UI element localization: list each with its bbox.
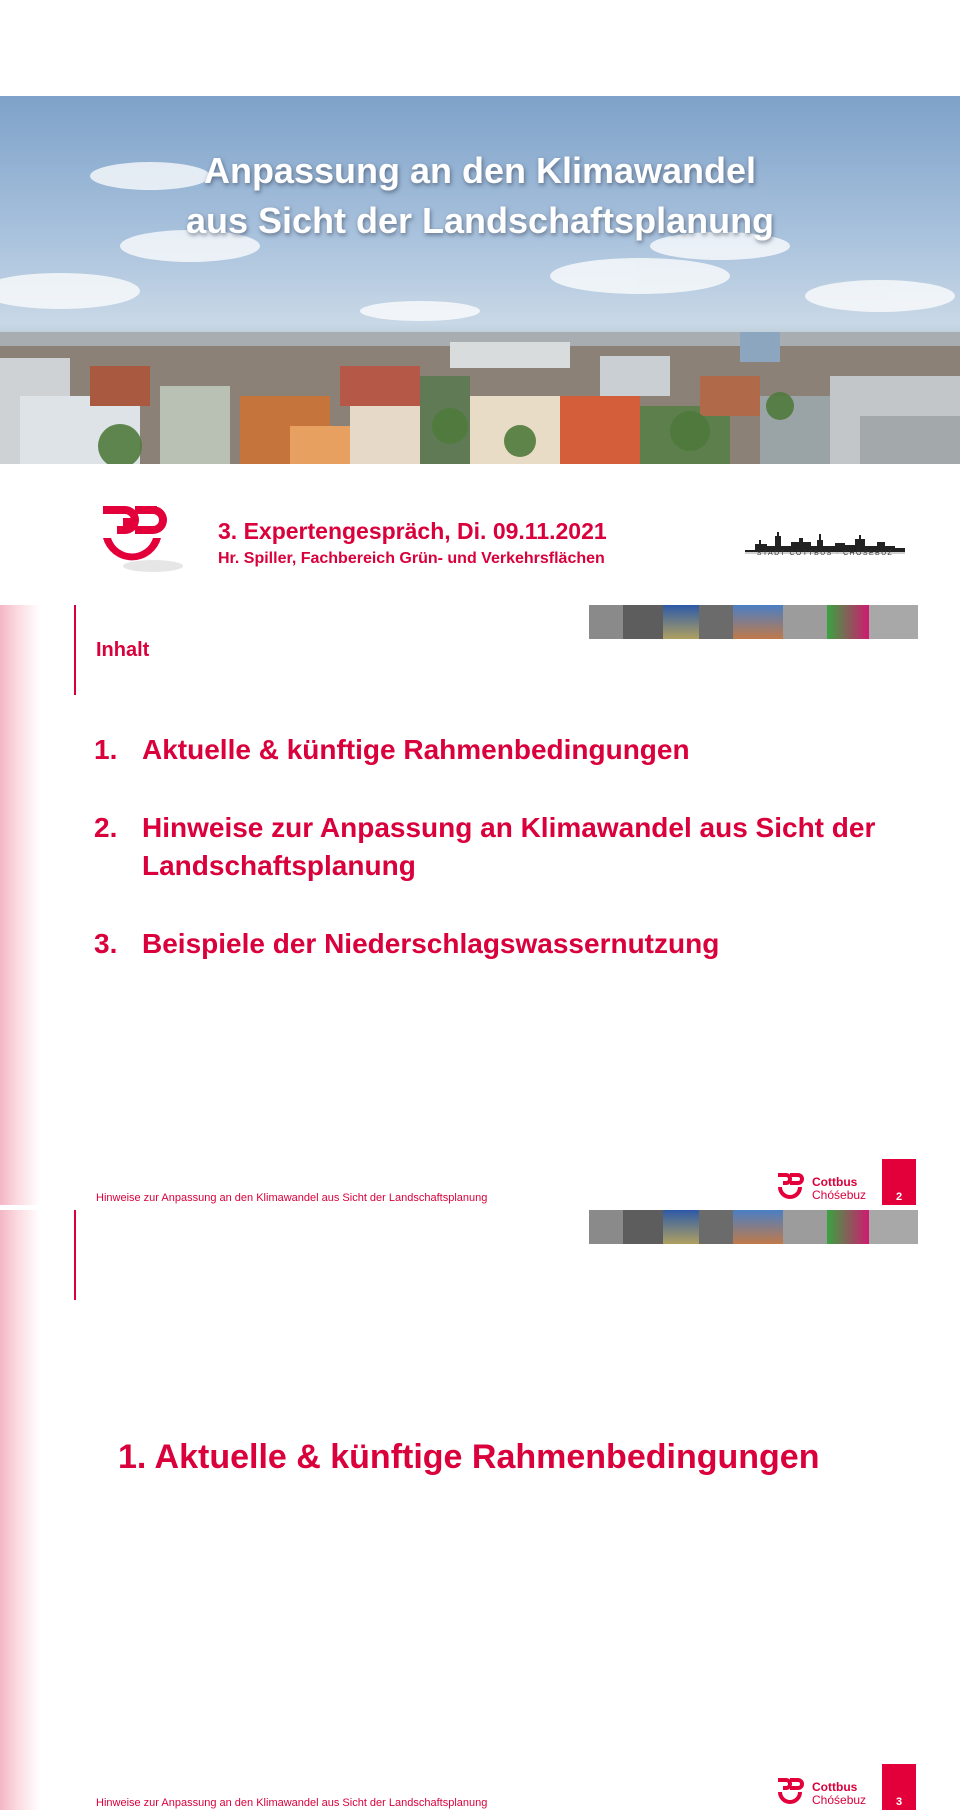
title-slide [0,0,960,605]
section-slide [0,1210,960,1810]
agenda-slide [0,605,960,1205]
brand-wordmark [812,1781,866,1807]
photo-strip [589,605,918,639]
photo-strip [589,1210,918,1244]
list-item [94,925,914,963]
list-item [94,731,914,769]
page-number: 3 [882,1764,916,1810]
cottbus-logo-icon [95,496,185,576]
presentation-title-line2: aus Sicht der Landschaftsplanung [185,200,775,241]
footer-caption: Hinweise zur Anpassung an den Klimawandel aus Sicht der Landschaftsplanung [96,1192,488,1204]
side-gradient [0,605,40,1205]
list-item-number: 2. [94,812,118,843]
city-panorama-image [0,96,960,464]
footer-caption: Hinweise zur Anpassung an den Klimawandel aus Sicht der Landschaftsplanung [96,1797,488,1809]
side-gradient [0,1210,40,1810]
presentation-title-line1: Anpassung an den Klimawandel [203,150,757,191]
accent-line [74,605,76,695]
list-item-text: Beispiele der Niederschlagswassernutzung [142,928,720,959]
event-title: 3. Expertengespräch, Di. 09.11.2021 [218,518,607,544]
speaker-line: Hr. Spiller, Fachbereich Grün- und Verkehrsflächen [218,550,605,567]
brand-line2: Chóśebuz [812,1188,867,1202]
agenda-heading: Inhalt [96,639,150,661]
skyline-caption: STADT COTTBUS · CHÓŚEBUZ [756,550,894,557]
list-item-number: 1. [94,734,118,765]
brand-line1: Cottbus [812,1780,858,1794]
list-item [94,809,914,885]
brand-wordmark [812,1176,866,1202]
section-title: 1. Aktuelle & künftige Rahmenbedingungen [118,1438,820,1476]
list-item-text: Aktuelle & künftige Rahmenbedingungen [142,734,690,765]
list-item-text: Hinweise zur Anpassung an Klimawandel aus Sicht der Landschaftsplanung [142,812,876,881]
cottbus-logo-icon [776,1169,806,1201]
list-item-number: 3. [94,928,118,959]
cottbus-logo-icon [776,1774,806,1806]
page-number: 2 [882,1159,916,1205]
accent-line [74,1210,76,1300]
agenda-list [94,731,914,1003]
brand-line1: Cottbus [812,1175,858,1189]
presentation-title [0,146,960,246]
brand-line2: Chóśebuz [812,1793,867,1807]
